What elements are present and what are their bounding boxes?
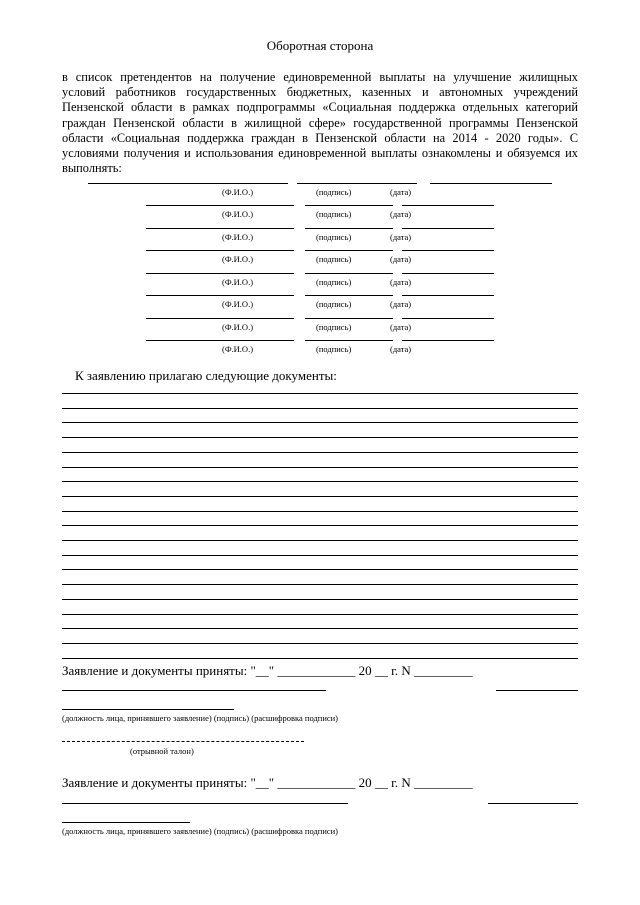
date-line [402, 228, 494, 229]
stub-acceptance-caption: (должность лица, принявшего заявление) (подпись) (расшифровка подписи) [62, 826, 339, 836]
date-label: (дата) [390, 254, 412, 264]
attachment-line [62, 643, 578, 644]
stub-acceptance-line: Заявление и документы приняты: "__" ____________ 20 __ г. N _________ [62, 775, 473, 790]
signature-label: (подпись) [316, 277, 352, 287]
fio-line [88, 183, 288, 184]
fio-label: (Ф.И.О.) [222, 187, 254, 197]
fio-line [146, 205, 294, 206]
tear-off-label: (отрывной талон) [130, 746, 194, 756]
stub-signature-line [488, 803, 578, 804]
signature-line [305, 205, 393, 206]
attachment-line [62, 467, 578, 468]
attachment-line [62, 525, 578, 526]
attachment-line [62, 511, 578, 512]
attachment-line [62, 584, 578, 585]
attachment-line [62, 437, 578, 438]
signature-label: (подпись) [316, 344, 352, 354]
signature-line [297, 183, 417, 184]
signature-line [305, 340, 393, 341]
date-label: (дата) [390, 322, 412, 332]
signature-line [305, 228, 393, 229]
acceptance-signature-line [496, 690, 578, 691]
fio-line [146, 318, 294, 319]
fio-line [146, 273, 294, 274]
fio-label: (Ф.И.О.) [222, 254, 254, 264]
intro-text: в список претендентов на получение единовременной выплаты на улучшение жилищных условий работников государственных бюджетных, казенных и автономных учреждений Пензенской области в рамках подпрограммы «Социальная поддержка отдельных категорий граждан Пензенской области в жилищной сфере» государственной программы Пензенской области «Социальная поддержка граждан в Пензенской области на 2014 - 2020 годы». С условиями получения и использования единовременной выплаты ознакомлены и обязуемся их выполнять: [62, 70, 578, 176]
signature-line [305, 273, 393, 274]
attachment-line [62, 481, 578, 482]
acceptance-name-line [62, 709, 234, 710]
stub-name-line [62, 822, 190, 823]
date-label: (дата) [390, 277, 412, 287]
date-label: (дата) [390, 187, 412, 197]
signature-line [305, 250, 393, 251]
page-title: Оборотная сторона [266, 38, 374, 53]
attachment-line [62, 658, 578, 659]
fio-line [146, 228, 294, 229]
fio-line [146, 340, 294, 341]
attachment-line [62, 422, 578, 423]
signature-label: (подпись) [316, 187, 352, 197]
attachment-line [62, 496, 578, 497]
date-line [402, 250, 494, 251]
fio-label: (Ф.И.О.) [222, 299, 254, 309]
intro-paragraph [62, 70, 578, 176]
signature-label: (подпись) [316, 322, 352, 332]
signature-line [305, 295, 393, 296]
fio-label: (Ф.И.О.) [222, 344, 254, 354]
stub-position-line [62, 803, 348, 804]
date-line [402, 318, 494, 319]
attachment-line [62, 628, 578, 629]
fio-label: (Ф.И.О.) [222, 232, 254, 242]
attachment-line [62, 555, 578, 556]
fio-line [146, 295, 294, 296]
date-label: (дата) [390, 232, 412, 242]
date-line [402, 295, 494, 296]
attachments-heading: К заявлению прилагаю следующие документы: [75, 368, 337, 383]
fio-line [146, 250, 294, 251]
fio-label: (Ф.И.О.) [222, 209, 254, 219]
attachment-line [62, 599, 578, 600]
date-line [402, 273, 494, 274]
attachment-line [62, 393, 578, 394]
acceptance-line: Заявление и документы приняты: "__" ____________ 20 __ г. N _________ [62, 663, 473, 678]
attachment-line [62, 540, 578, 541]
attachment-line [62, 569, 578, 570]
attachment-line [62, 614, 578, 615]
fio-label: (Ф.И.О.) [222, 277, 254, 287]
attachment-line [62, 452, 578, 453]
date-line [430, 183, 552, 184]
attachment-line [62, 408, 578, 409]
signature-label: (подпись) [316, 299, 352, 309]
date-line [402, 340, 494, 341]
date-line [402, 205, 494, 206]
fio-label: (Ф.И.О.) [222, 322, 254, 332]
date-label: (дата) [390, 209, 412, 219]
acceptance-caption: (должность лица, принявшего заявление) (подпись) (расшифровка подписи) [62, 713, 339, 723]
date-label: (дата) [390, 299, 412, 309]
signature-label: (подпись) [316, 232, 352, 242]
tear-off-cut-line [62, 741, 304, 742]
date-label: (дата) [390, 344, 412, 354]
signature-label: (подпись) [316, 209, 352, 219]
signature-line [305, 318, 393, 319]
acceptance-position-line [62, 690, 326, 691]
signature-label: (подпись) [316, 254, 352, 264]
